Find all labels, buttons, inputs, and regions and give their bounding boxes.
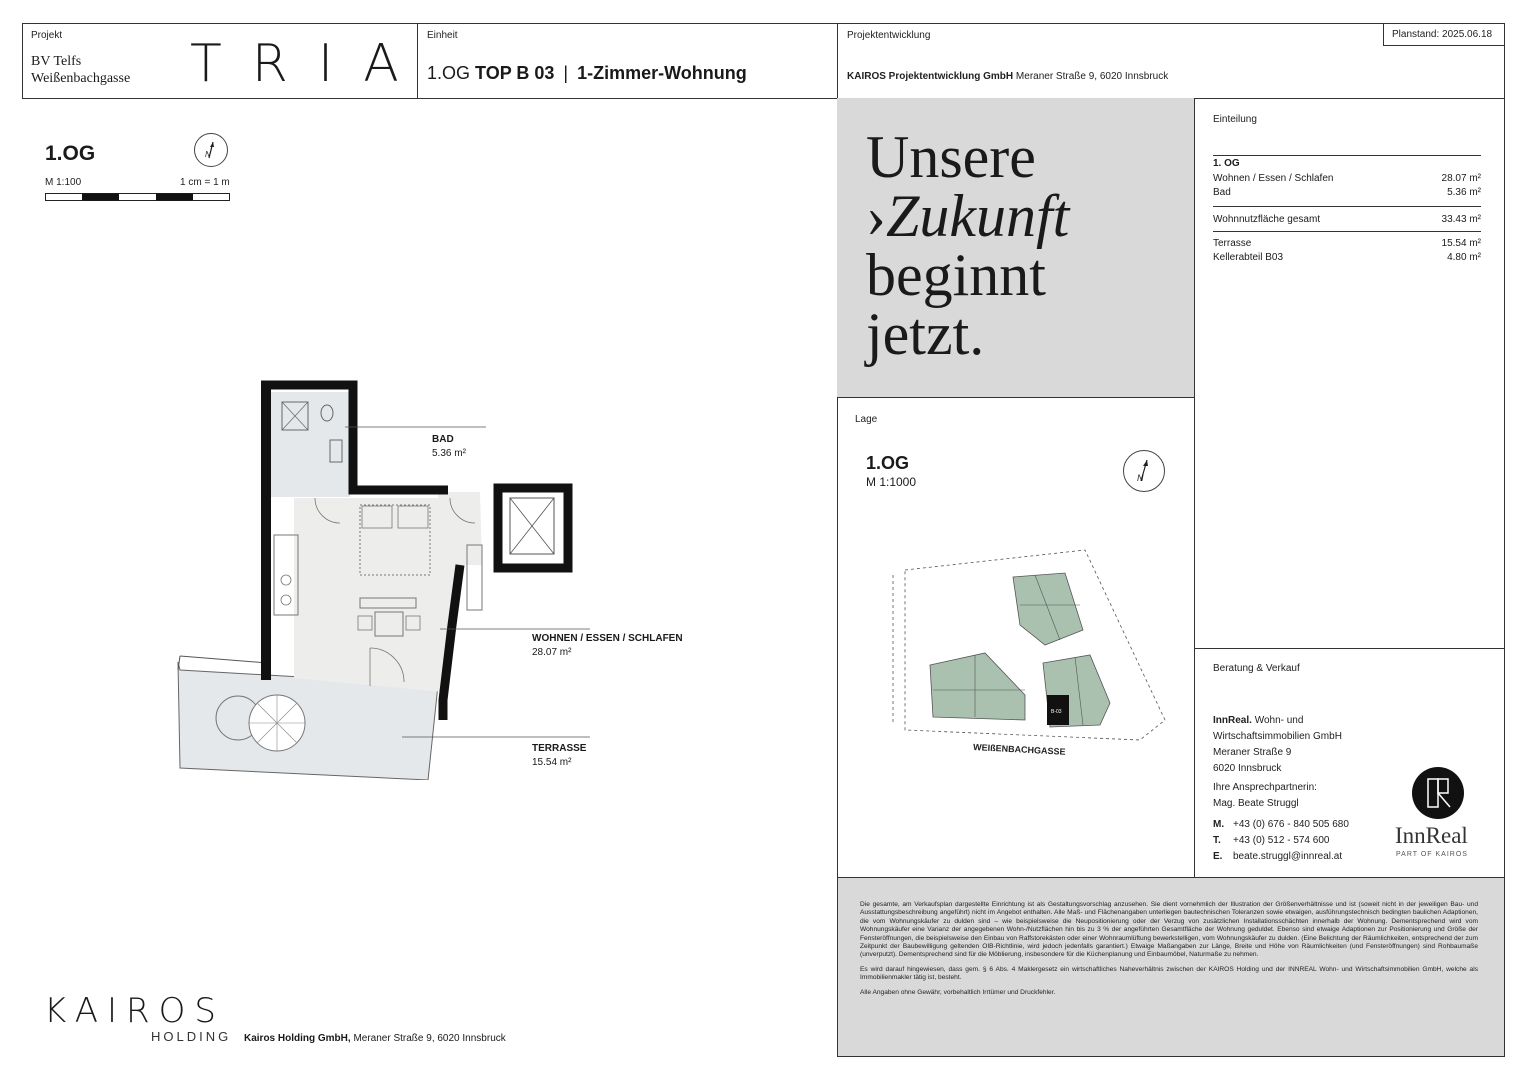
room-label-bad — [432, 433, 466, 461]
chevron-icon: › — [866, 183, 886, 249]
tagline-line4: jetzt. — [866, 301, 985, 367]
einteilung-row — [1213, 238, 1481, 249]
lage-title: Lage — [855, 414, 878, 425]
innreal-logo-name: InnReal — [1395, 823, 1468, 848]
partner-name: Mag. Beate Struggl — [1213, 798, 1299, 809]
kairos-logo-sub: HOLDING — [151, 1029, 232, 1044]
row-value: 33.43 m² — [1441, 214, 1481, 225]
building-west — [930, 653, 1025, 720]
t-value: +43 (0) 512 - 574 600 — [1233, 835, 1330, 846]
e-label: E. — [1213, 851, 1223, 862]
e-value: beate.struggl@innreal.at — [1233, 851, 1343, 862]
disclaimer-p3: Alle Angaben ohne Gewähr, vorbehaltlich Irrtümer und Druckfehler. — [860, 988, 1056, 996]
innreal-logo — [1393, 767, 1483, 862]
lage-floor: 1.OG — [866, 453, 910, 473]
row-label: Terrasse — [1213, 238, 1252, 249]
einteilung-rule-3 — [1213, 231, 1481, 232]
scale-bar — [45, 193, 230, 202]
unit-marker-label: B-03 — [1051, 709, 1062, 715]
dev-line — [847, 71, 1168, 82]
phone-mobile[interactable] — [1213, 817, 1349, 833]
footer-company: Kairos Holding GmbH, — [244, 1033, 351, 1044]
beratung-title: Beratung & Verkauf — [1213, 663, 1300, 674]
disclaimer-text — [860, 901, 1478, 1003]
project-name-line2: Weißenbachgasse — [31, 71, 131, 86]
beratung-contact — [1213, 713, 1349, 865]
einteilung-rule-2 — [1213, 206, 1481, 207]
projekt-label: Projekt — [31, 30, 63, 41]
row-value: 15.54 m² — [1441, 238, 1481, 249]
project-name — [31, 53, 130, 87]
plan-scale: M 1:100 — [45, 177, 82, 188]
innreal-emblem-icon — [1412, 767, 1464, 819]
dev-company: KAIROS Projektentwicklung GmbH — [847, 71, 1014, 82]
company-bold: InnReal. — [1213, 715, 1252, 726]
room-name: TERRASSE — [532, 743, 587, 754]
unit-type: 1-Zimmer-Wohnung — [577, 63, 747, 83]
einteilung-rule-1 — [1213, 155, 1481, 156]
email-link[interactable] — [1213, 849, 1349, 865]
room-name: BAD — [432, 434, 454, 445]
row-value: 4.80 m² — [1447, 252, 1481, 263]
city-line: 6020 Innsbruck — [1213, 763, 1282, 774]
t-label: T. — [1213, 835, 1221, 846]
north-letter: N — [1137, 473, 1144, 483]
room-name: WOHNEN / ESSEN / SCHLAFEN — [532, 633, 683, 644]
floor-plan — [170, 380, 590, 780]
row-value: 28.07 m² — [1441, 173, 1481, 184]
row-label: Wohnen / Essen / Schlafen — [1213, 173, 1334, 184]
site-map — [885, 545, 1175, 760]
room-area: 5.36 m² — [432, 448, 466, 459]
north-letter: N — [205, 150, 211, 159]
unit-top: TOP B 03 — [475, 63, 555, 83]
m-label: M. — [1213, 819, 1225, 830]
row-value: 5.36 m² — [1447, 187, 1481, 198]
room-area: 28.07 m² — [532, 647, 572, 658]
kairos-logo-main: KAIROS — [44, 991, 225, 1031]
einteilung-row — [1213, 173, 1481, 184]
project-name-line1: BV Telfs — [31, 54, 82, 69]
street-line: Meraner Straße 9 — [1213, 747, 1292, 758]
unit-separator: | — [563, 63, 569, 83]
unit-floor: 1.OG — [427, 63, 471, 83]
beratung-divider — [1194, 648, 1505, 649]
unit-title — [427, 63, 747, 84]
tagline — [866, 124, 1070, 367]
brand-logo-tria: TRIA — [190, 34, 429, 94]
row-label: Bad — [1213, 187, 1231, 198]
dev-label: Projektentwicklung — [847, 30, 931, 41]
north-arrow-icon — [194, 133, 228, 167]
tagline-line2 — [866, 183, 1070, 249]
tagline-zukunft: Zukunft — [885, 183, 1070, 249]
footer-address — [244, 1033, 506, 1044]
plan-scale-note: 1 cm = 1 m — [180, 177, 230, 188]
room-label-terrasse — [532, 742, 586, 770]
einteilung-floor: 1. OG — [1213, 158, 1240, 169]
tagline-line3: beginnt — [866, 242, 1046, 308]
vertical-divider — [1194, 98, 1195, 878]
disclaimer-p2: Es wird darauf hingewiesen, dass gem. § 6 Abs. 4 Maklergesetz ein wirtschaftliches Naheverhältnis zwischen der KAIROS Holding und der INNREAL Wohn- und Wirtschaftsimmobilien GmbH, welche als Immobilienmakler tätig ist, besteht. — [860, 965, 1478, 982]
row-label: Kellerabteil B03 — [1213, 252, 1284, 263]
innreal-logo-sub: PART OF KAIROS — [1396, 851, 1468, 858]
einteilung-total — [1213, 214, 1481, 225]
planstand-badge: Planstand: 2025.06.18 — [1383, 23, 1505, 46]
phone-office[interactable] — [1213, 833, 1349, 849]
room-label-wohnen — [532, 632, 683, 660]
kairos-logo — [44, 993, 231, 1044]
plan-floor-title: 1.OG — [45, 142, 96, 165]
company-line-2: Wirtschaftsimmobilien GmbH — [1213, 731, 1342, 742]
partner-label: Ihre Ansprechpartnerin: — [1213, 782, 1317, 793]
footer-address-text: Meraner Straße 9, 6020 Innsbruck — [353, 1033, 506, 1044]
einteilung-row — [1213, 187, 1481, 198]
einteilung-title: Einteilung — [1213, 114, 1257, 125]
header-unit-box — [417, 23, 838, 99]
einheit-label: Einheit — [427, 30, 458, 41]
disclaimer-p1: Die gesamte, am Verkaufsplan dargestellte Einrichtung ist als Gestaltungsvorschlag anzusehen. Sie dient vornehmlich der Illustration der Größenverhältnisse und ist (soweit nicht in der jeweiligen Bau- und Ausstattungsbeschreibung angeführt) nicht im Angebot enthalten. Alle Maß- und Flächenangaben unterliegen bautechnischen Toleranzen sowie etwaigen, ausführungstechnisch bedingten baulichen Adaptionen, die vom Wohnungskäufer zu dulden sind – wie beispielsweise die Neupositionierung oder der Verzug von zusätzlichen Installationsschächten innerhalb der Wohnung. Dementsprechend wird vom Wohnungskäufer eine Varianz der angegebenen Wohn-/Nutzflächen hin bis zu 3 % der angeführten Gesamtfläche der Wohnung geduldet. Ebenso sind etwaige Adaptionen zur Positionierung und Größe der Fensteröffnungen, die beispielsweise den Einbau von Raffstorekästen oder einer Wohnraumlüftung bewerkstelligen, vom Wohnungskäufer zu dulden. (Eine Belichtung der Räumlichkeiten, entsprechend der zum Zeitpunkt der Baubewilligung geltenden OIB-Richtlinie, wird jedoch jedenfalls garantiert.) Etwaige Maßangaben zur Länge, Breite und Höhe von Räumlichkeiten (und Fensteröffnungen) sind Rohbaumaße (unverputzt). Dementsprechend sind für die Möblierung, insbesondere für die Küchenplanung und Einbaumöbel, Naturmaße zu nehmen. — [860, 901, 1478, 959]
einteilung-row — [1213, 252, 1481, 263]
lage-north-icon — [1123, 450, 1165, 492]
company-line-1 — [1213, 713, 1349, 729]
street-label: WEIßENBACHGASSE — [972, 742, 1066, 757]
room-area: 15.54 m² — [532, 757, 572, 768]
m-value: +43 (0) 676 - 840 505 680 — [1233, 819, 1349, 830]
dev-address: Meraner Straße 9, 6020 Innsbruck — [1015, 71, 1169, 82]
tagline-line1: Unsere — [866, 124, 1036, 190]
lage-scale: M 1:1000 — [866, 475, 917, 489]
company-rest1: Wohn- und — [1254, 715, 1304, 726]
row-label: Wohnnutzfläche gesamt — [1213, 214, 1321, 225]
